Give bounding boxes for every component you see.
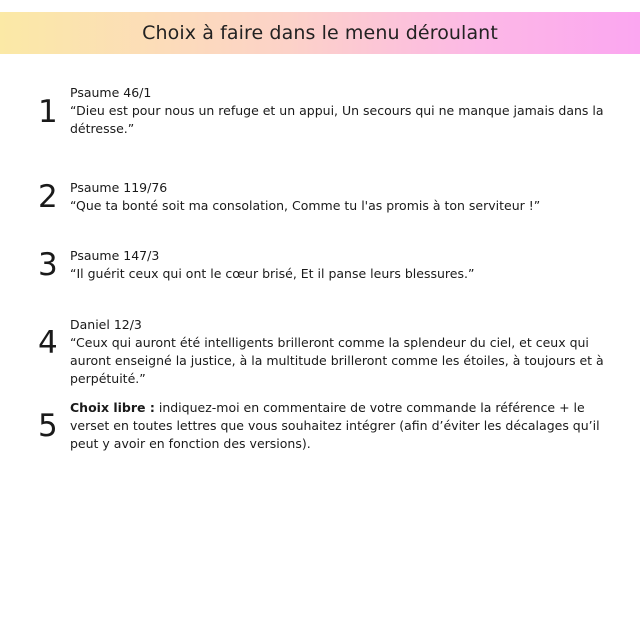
option-number: 1: [38, 94, 58, 130]
verse-reference: Daniel 12/3: [70, 317, 142, 332]
verse-reference: Psaume 147/3: [70, 248, 160, 263]
option-text: [70, 247, 618, 283]
page-title: Choix à faire dans le menu déroulant: [142, 22, 498, 44]
verse-reference: Psaume 46/1: [70, 85, 152, 100]
free-choice-label: Choix libre :: [70, 400, 155, 415]
option-text: [70, 316, 618, 388]
option-number: 5: [38, 408, 58, 444]
option-number: 2: [38, 179, 58, 215]
verse-text: “Dieu est pour nous un refuge et un appui, Un secours qui ne manque jamais dans la détresse.”: [70, 103, 604, 136]
option-text: [70, 399, 618, 453]
option-number: 3: [38, 247, 58, 283]
option-text: [70, 179, 618, 215]
option-number: 4: [38, 325, 58, 361]
verse-reference: Psaume 119/76: [70, 180, 168, 195]
verse-text: “Que ta bonté soit ma consolation, Comme tu l'as promis à ton serviteur !”: [70, 198, 541, 213]
verse-text: “Il guérit ceux qui ont le cœur brisé, Et il panse leurs blessures.”: [70, 266, 475, 281]
option-text: [70, 84, 618, 138]
verse-text: “Ceux qui auront été intelligents brilleront comme la splendeur du ciel, et ceux qui auront enseigné la justice, à la multitude brilleront comme les étoiles, à toujours et à perpétuité.”: [70, 335, 604, 386]
free-choice-description: indiquez-moi en commentaire de votre commande la référence + le verset en toutes lettres que vous souhaitez intégrer (afin d’éviter les décalages qu’il peut y avoir en fonction des versions).: [70, 400, 600, 451]
